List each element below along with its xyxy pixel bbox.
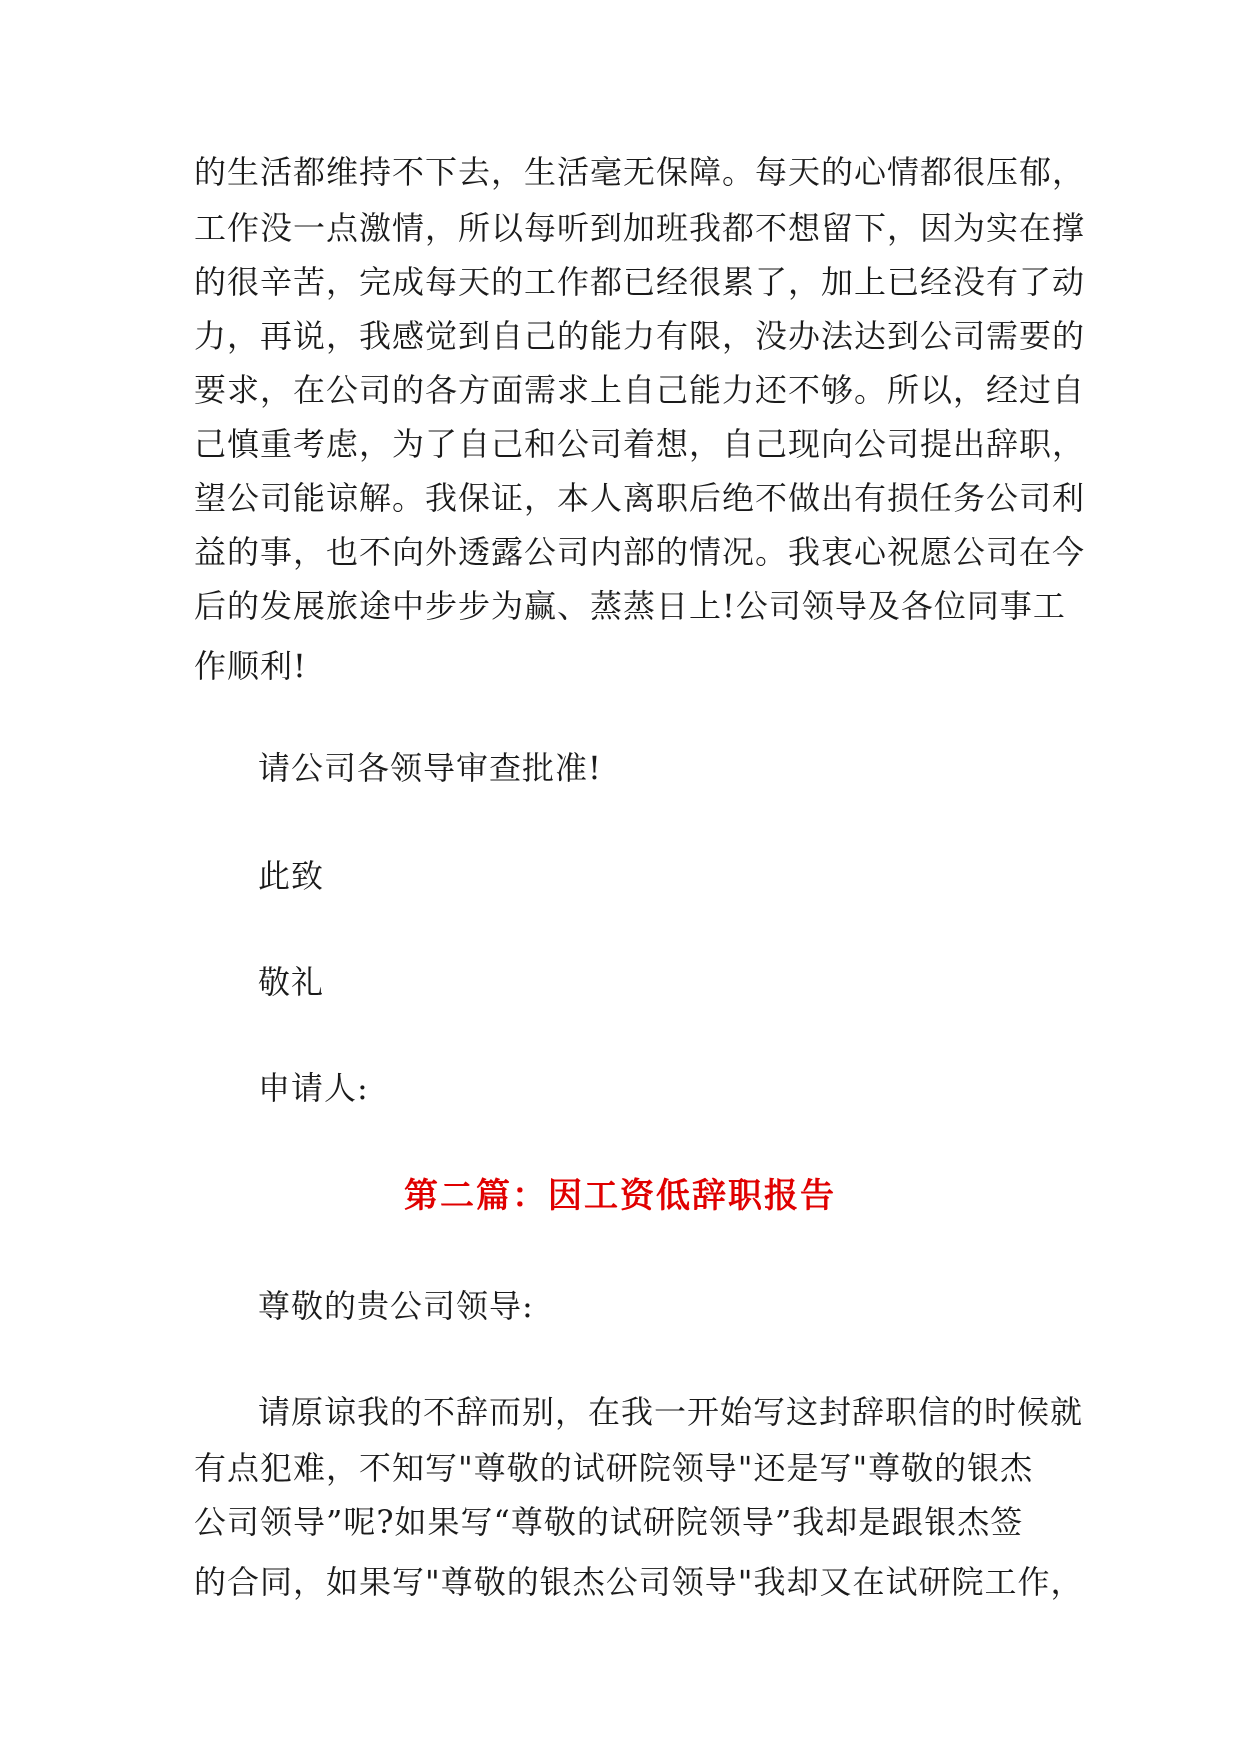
body-line: 作顺利! <box>194 647 307 685</box>
applicant-label: 申请人: <box>258 1069 369 1107</box>
body-line: 望公司能谅解。我保证，本人离职后绝不做出有损任务公司利 <box>194 479 1086 517</box>
body-line: 要求，在公司的各方面需求上自己能力还不够。所以，经过自 <box>194 371 1086 409</box>
body-line: 益的事，也不向外透露公司内部的情况。我衷心祝愿公司在今 <box>194 533 1086 571</box>
body-line: 力，再说，我感觉到自己的能力有限，没办法达到公司需要的 <box>194 317 1086 355</box>
approval-line: 请公司各领导审查批准! <box>258 749 602 787</box>
body-line: 工作没一点激情，所以每听到加班我都不想留下，因为实在撑 <box>194 209 1086 247</box>
closing-line: 敬礼 <box>258 963 325 1001</box>
body-line: 的合同，如果写"尊敬的银杰公司领导"我却又在试研院工作， <box>194 1563 1084 1601</box>
salutation: 尊敬的贵公司领导: <box>258 1287 534 1325</box>
section-title: 第二篇：因工资低辞职报告 <box>404 1176 836 1216</box>
closing-line: 此致 <box>258 857 325 895</box>
body-line: 己慎重考虑，为了自己和公司着想，自己现向公司提出辞职， <box>194 425 1086 463</box>
body-line: 的很辛苦，完成每天的工作都已经很累了，加上已经没有了动 <box>194 263 1086 301</box>
body-line: 有点犯难，不知写"尊敬的试研院领导"还是写"尊敬的银杰 <box>194 1449 1034 1487</box>
body-line: 后的发展旅途中步步为赢、蒸蒸日上!公司领导及各位同事工 <box>194 587 1066 625</box>
body-line: 的生活都维持不下去，生活毫无保障。每天的心情都很压郁， <box>194 153 1086 191</box>
body-line: 请原谅我的不辞而别，在我一开始写这封辞职信的时候就 <box>258 1393 1084 1431</box>
body-line: 公司领导”呢?如果写“尊敬的试研院领导”我却是跟银杰签 <box>194 1503 1024 1541</box>
